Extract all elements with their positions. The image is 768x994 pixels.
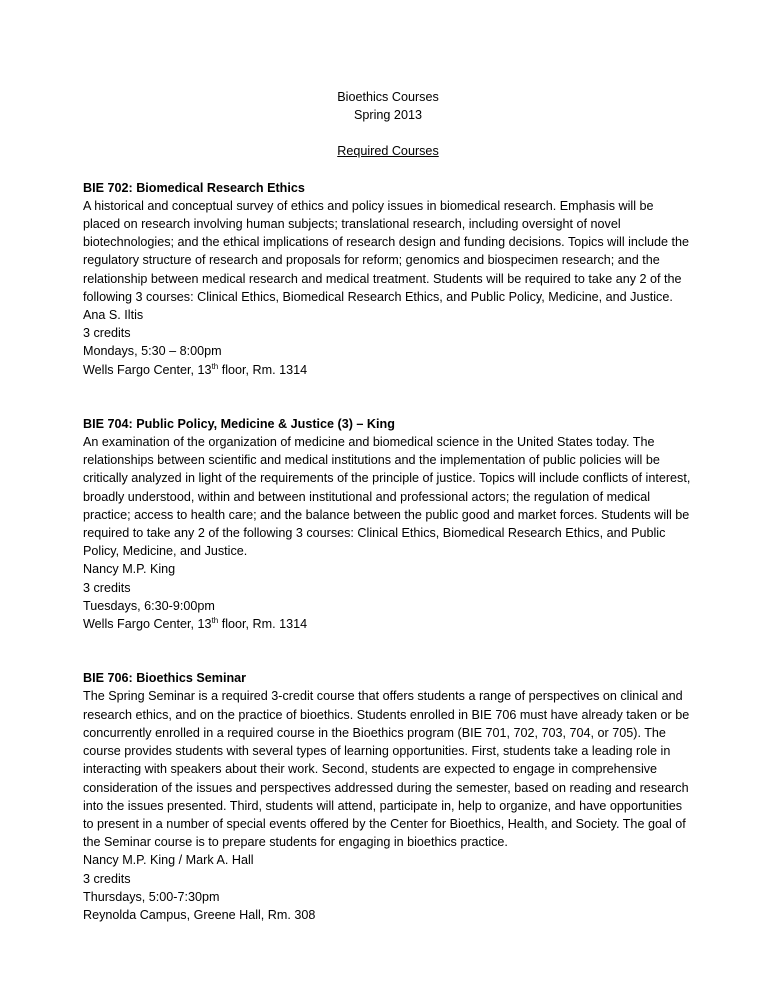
course-credits: 3 credits	[83, 326, 131, 341]
course-location-text: Wells Fargo Center, 13	[83, 362, 212, 377]
course-location-rest: floor, Rm. 1314	[218, 617, 308, 632]
course-location-superscript: th	[211, 615, 219, 625]
course-credits: 3 credits	[83, 871, 131, 886]
course-instructor: Nancy M.P. King / Mark A. Hall	[83, 853, 254, 868]
course-description: An examination of the organization of medicine and biomedical science in the United States today. The relationships between scientific and medical institutions and the implementation of public policies will be critically analyzed in light of the requirements of the principle of justice. Topics will include conflicts of interest, broadly understood, within and between institutional and professional actors; the regulation of medical practice; access to health care; and the balance between the public good and market forces. Students will be required to take any 2 of the following 3 courses: Clinical Ethics, Biomedical Research Ethics, and Public Policy, Medicine, and Justice.	[83, 435, 691, 559]
course-location	[83, 906, 693, 924]
course-title: BIE 702: Biomedical Research Ethics	[83, 180, 305, 195]
course-description: A historical and conceptual survey of ethics and policy issues in biomedical research. Emphasis will be placed on research involving human subjects; translational research, including oversight of novel biotechnologies; and the ethical implications of research design and funding decisions. Topics will include the regulatory structure of research and proposals for reform; genomics and biospecimen research; and the relationship between medical research and medical treatment. Students will be required to take any 2 of the following 3 courses: Clinical Ethics, Biomedical Research Ethics, and Public Policy, Medicine, and Justice.	[83, 198, 690, 304]
course-title: BIE 706: Bioethics Seminar	[83, 671, 247, 686]
document-header	[83, 88, 693, 124]
course-location-superscript: th	[211, 361, 219, 371]
course-instructor: Ana S. Iltis	[83, 308, 144, 323]
document-title: Bioethics Courses	[337, 90, 439, 104]
document-page	[83, 88, 693, 924]
course-location-rest: floor, Rm. 1314	[218, 362, 308, 377]
course-title: BIE 704: Public Policy, Medicine & Justice (3) – King	[83, 416, 395, 431]
course-schedule: Mondays, 5:30 – 8:00pm	[83, 344, 222, 359]
section-heading: Required Courses	[337, 144, 439, 159]
course-credits: 3 credits	[83, 580, 131, 595]
course-schedule: Thursdays, 5:00-7:30pm	[83, 889, 220, 904]
section-heading-block	[83, 142, 693, 160]
course-schedule: Tuesdays, 6:30-9:00pm	[83, 598, 215, 613]
course-location	[83, 361, 693, 379]
course-description: The Spring Seminar is a required 3-credit course that offers students a range of perspectives on clinical and research ethics, and on the practice of bioethics. Students enrolled in BIE 706 must have already taken or be concurrently enrolled in a required course in the Bioethics program (BIE 701, 702, 703, 704, or 705). The course provides students with several types of learning opportunities. First, students take a leading role in interacting with speakers about their work. Second, students are expected to engage in comprehensive consideration of the issues and perspectives addressed during the semester, based on reading and research into the issues presented. Third, students will attend, participate in, help to organize, and have opportunities to present in a number of special events offered by the Center for Bioethics, Health, and Society. The goal of the Seminar course is to prepare students for engaging in bioethics practice.	[83, 689, 690, 850]
course-entry-bie-704	[83, 415, 693, 633]
course-entry-bie-702	[83, 179, 693, 379]
course-location	[83, 615, 693, 633]
course-instructor: Nancy M.P. King	[83, 562, 176, 577]
course-location-text: Wells Fargo Center, 13	[83, 617, 212, 632]
course-location-text: Reynolda Campus, Greene Hall, Rm. 308	[83, 907, 316, 922]
course-entry-bie-706	[83, 669, 693, 924]
document-term: Spring 2013	[354, 108, 422, 123]
